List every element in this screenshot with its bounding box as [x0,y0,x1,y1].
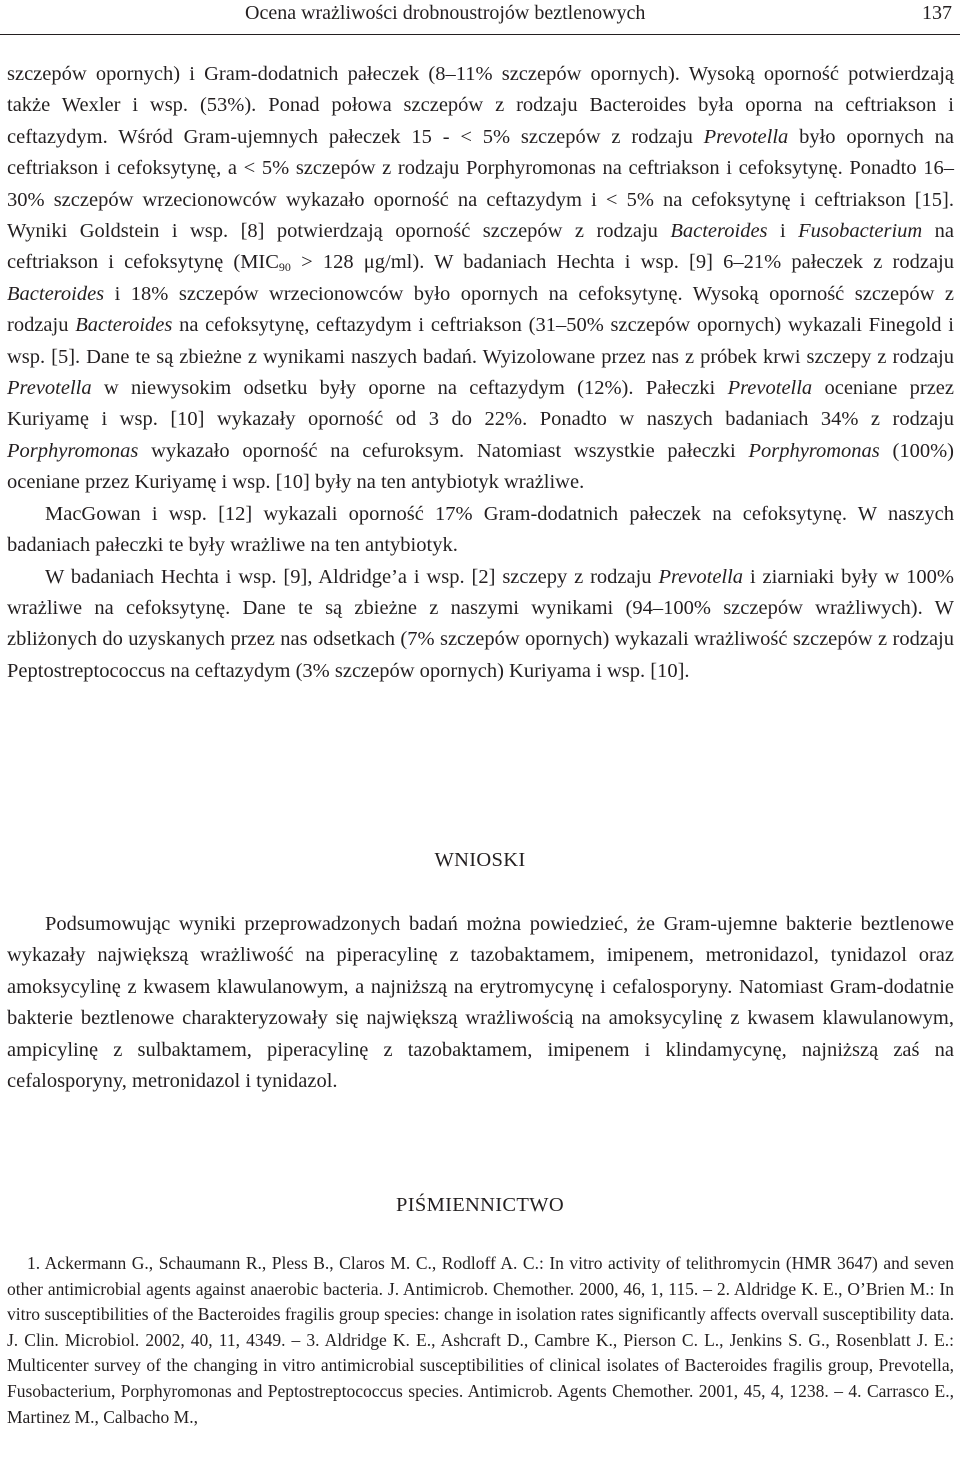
paragraph-1: szczepów opornych) i Gram-dodatnich pałeczek (8–11% szczepów opornych). Wysoką oporność potwierdzają także Wexler i wsp. (53%). Ponad połowa szczepów z rodzaju Bacteroides była oporna na ceftriakson i ceftazydym. Wśród Gram-ujemnych pałeczek 15 - < 5% szczepów z rodzaju Prevotella było opornych na ceftriakson i cefoksytynę, a < 5% szczepów z rodzaju Porphyromonas na ceftriakson i cefoksytynę. Ponadto 16–30% szczepów wrzecionowców wykazało oporność na ceftazydym i < 5% na cefoksytynę i ceftriakson [15]. Wyniki Goldstein i wsp. [8] potwierdzają oporność szczepów z rodzaju Bacteroides i Fusobacterium na ceftriakson i cefoksytynę ($MIC_{90} > 128$ μg/ml). W badaniach Hechta i wsp. [9] 6–21% pałeczek z rodzaju Bacteroides i 18% szczepów wrzecionowców było opornych na cefoksytynę. Wysoką oporność szczepów z rodzaju Bacteroides na cefoksytynę, ceftazydym i ceftriakson (31–50% szczepów opornych) wykazali Finegold i wsp. [5]. Dane te są zbieżne z wynikami naszych badań. Wyizolowane przez nas z próbek krwi szczepy z rodzaju Prevotella w niewysokim odsetku były oporne na ceftazydym (12%). Pałeczki Prevotella oceniane przez Kuriyamę i wsp. [10] wykazały oporność od 3 do 22%. Ponadto w naszych badaniach 34% z rodzaju Porphyromonas wykazało oporność na cefuroksym. Natomiast wszystkie pałeczki Porphyromonas (100%) oceniane przez Kuriyamę i wsp. [10] były na ten antybiotyk wrażliwe. [7,63,955,494]
paragraph-2: MacGowan i wsp. [12] wykazali oporność 17% Gram-dodatnich pałeczek na cefoksytynę. W naszych badaniach pałeczki te były wrażliwe na ten antybiotyk. [7,502,954,557]
genus-name: Porphyromonas [748,439,880,462]
discussion-text [7,59,954,687]
running-header [0,0,960,35]
conclusions-heading: WNIOSKI [434,849,526,871]
paragraph-3: W badaniach Hechta i wsp. [9], Aldridge’a i wsp. [2] szczepy z rodzaju Prevotella i ziarniaki były w 100% wrażliwe na cefoksytynę. Dane te są zbieżne z naszymi wynikami (94–100% szczepów wrażliwych). W zbliżonych do uzyskanych przez nas odsetkach (7% szczepów opornych) wykazali wrażliwość szczepów z rodzaju Peptostreptococcus na ceftazydym (3% szczepów opornych) Kuriyama i wsp. [10]. [7,565,954,682]
genus-name: Prevotella [658,565,744,588]
genus-name: Bacteroides [75,314,173,337]
genus-name: Bacteroides [7,282,105,305]
genus-name: Prevotella [703,125,789,148]
references-heading: PIŚMIENNICTWO [396,1194,564,1216]
page-number: 137 [922,2,952,24]
genus-name: Porphyromonas [7,439,139,462]
conclusions-text: Podsumowując wyniki przeprowadzonych badań można powiedzieć, że Gram-ujemne bakterie beztlenowe wykazały największą wrażliwość na piperacylinę z tazobaktamem, imipenem, metronidazol, tynidazol oraz amoksycylinę z kwasem klawulanowym, a najniższą na erytromycynę i cefalosporyny. Natomiast Gram-dodatnie bakterie beztlenowe charakteryzowały się największą wrażliwością na amoksycylinę z kwasem klawulanowym, ampicylinę z sulbaktamem, piperacylinę z tazobaktamem, imipenem i klindamycynę, najniższą zaś na cefalosporyny, metronidazol i tynidazol. [7,913,954,1093]
genus-name: Fusobacterium [798,220,923,243]
genus-name: Prevotella [727,377,813,400]
running-title: Ocena wrażliwości drobnoustrojów beztlenowych [245,2,646,24]
genus-name: Prevotella [7,377,92,400]
genus-name: Bacteroides [670,220,768,243]
subscript: 90 [278,260,291,275]
references-list: 1. Ackermann G., Schaumann R., Pless B., Claros M. C., Rodloff A. C.: In vitro activity of telithromycin (HMR 3647) and seven other antimicrobial agents against anaerobic bacteria. J. Antimicrob. Chemother. 2000, 46, 1, 115. – 2. Aldridge K. E., O’Brien M.: In vitro susceptibilities of the Bacteroides fragilis group species: change in isolation rates significantly affects overvall susceptibility data. J. Clin. Microbiol. 2002, 40, 11, 4349. – 3. Aldridge K. E., Ashcraft D., Cambre K., Pierson C. L., Jenkins S. G., Rosenblatt J. E.: Multicenter survey of the changing in vitro antimicrobial susceptibilities of clinical isolates of Bacteroides fragilis group, Prevotella, Fusobacterium, Porphyromonas and Peptostreptococcus species. Antimicrob. Agents Chemother. 2001, 45, 4, 1238. – 4. Carrasco E., Martinez M., Calbacho M., [7,1253,954,1427]
